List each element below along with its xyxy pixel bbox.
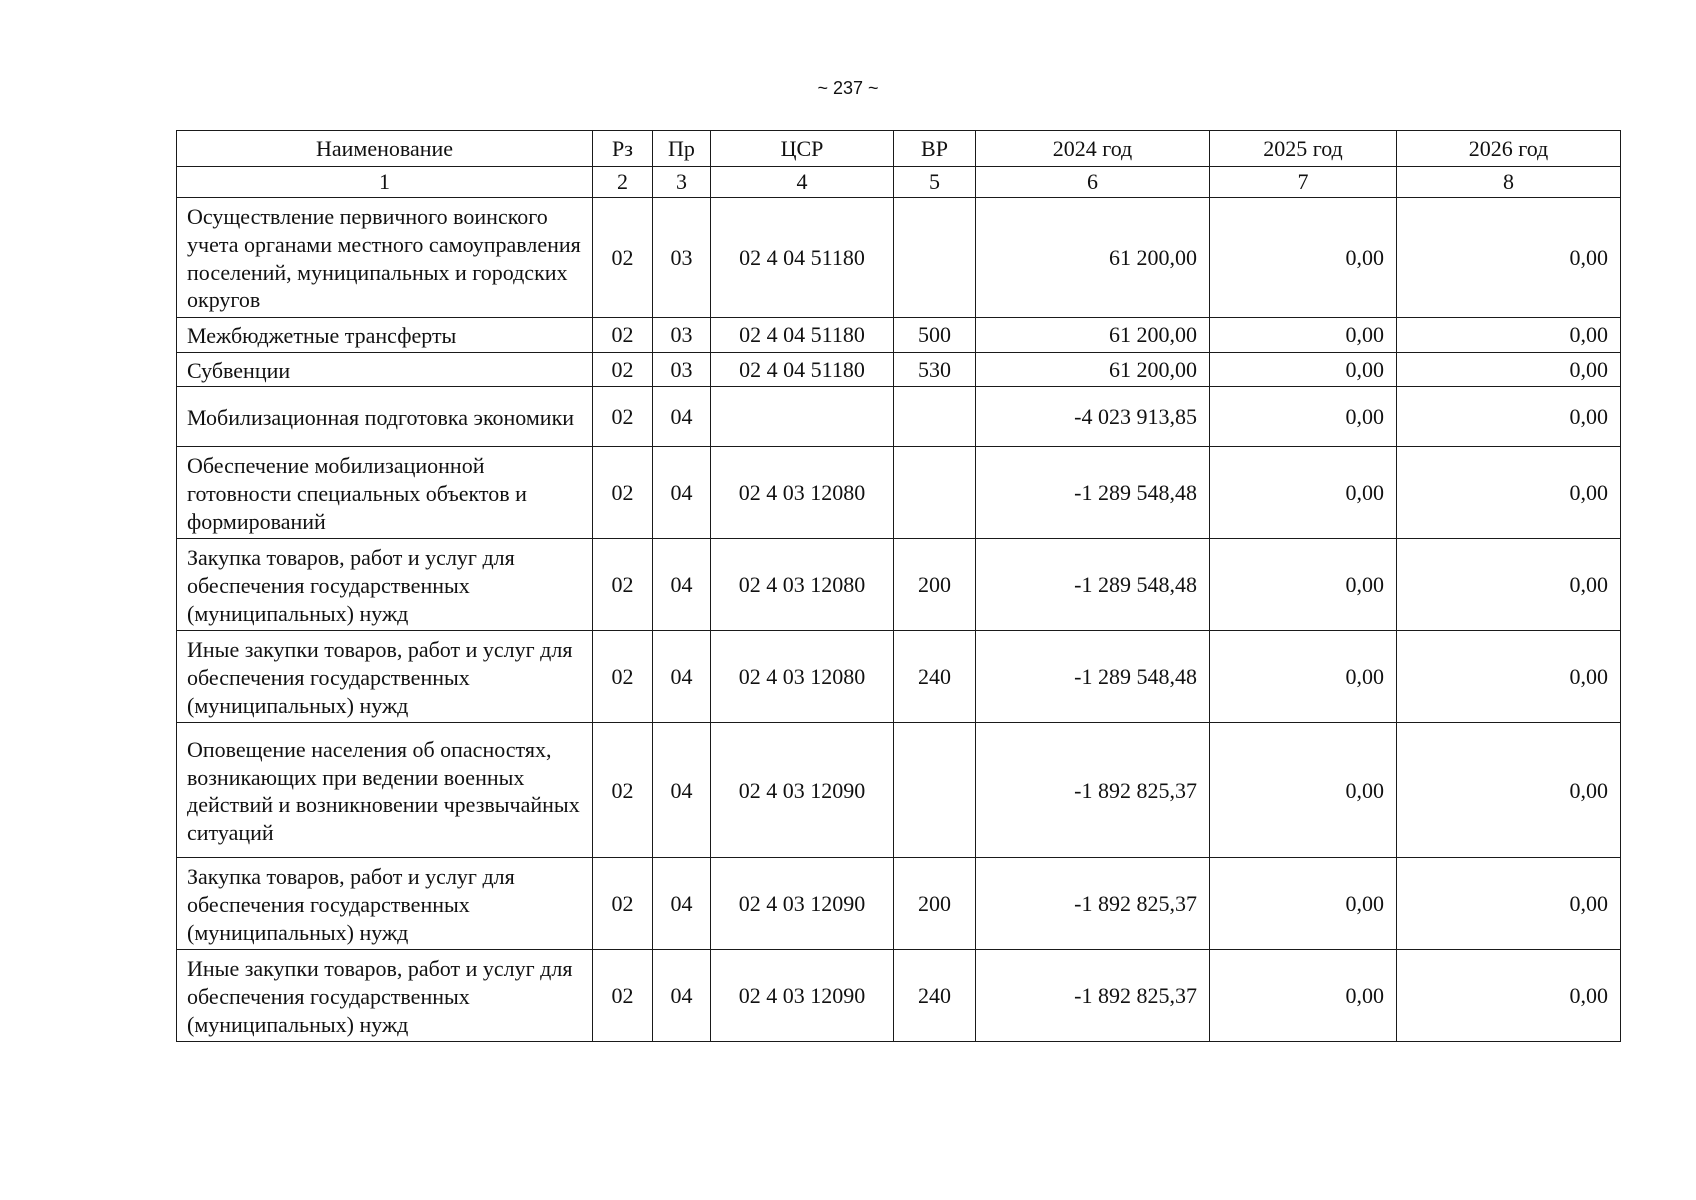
row-csr	[711, 387, 894, 447]
row-name: Субвенции	[177, 352, 593, 387]
row-amount-2025: 0,00	[1210, 723, 1397, 858]
row-amount-2024: -1 892 825,37	[976, 723, 1210, 858]
col-index: 3	[653, 167, 711, 198]
row-name: Обеспечение мобилизационной готовности специальных объектов и формирований	[177, 447, 593, 539]
row-pr: 04	[653, 631, 711, 723]
row-vr: 200	[894, 539, 976, 631]
row-amount-2024: -1 892 825,37	[976, 950, 1210, 1042]
row-name: Закупка товаров, работ и услуг для обеспечения государственных (муниципальных) нужд	[177, 858, 593, 950]
table-row	[177, 318, 1621, 353]
row-vr: 240	[894, 631, 976, 723]
col-header-vr: ВР	[894, 131, 976, 167]
row-vr: 530	[894, 352, 976, 387]
table-row	[177, 387, 1621, 447]
table-row	[177, 198, 1621, 318]
table-row	[177, 352, 1621, 387]
col-index: 7	[1210, 167, 1397, 198]
row-name: Иные закупки товаров, работ и услуг для обеспечения государственных (муниципальных) нужд	[177, 631, 593, 723]
table-row	[177, 858, 1621, 950]
row-amount-2026: 0,00	[1397, 198, 1621, 318]
row-amount-2026: 0,00	[1397, 858, 1621, 950]
row-csr: 02 4 04 51180	[711, 198, 894, 318]
col-header-pr: Пр	[653, 131, 711, 167]
row-rz: 02	[593, 631, 653, 723]
row-vr: 200	[894, 858, 976, 950]
row-csr: 02 4 04 51180	[711, 318, 894, 353]
row-pr: 04	[653, 950, 711, 1042]
row-pr: 04	[653, 723, 711, 858]
row-csr: 02 4 03 12090	[711, 723, 894, 858]
row-vr	[894, 723, 976, 858]
col-index: 2	[593, 167, 653, 198]
col-header-2024: 2024 год	[976, 131, 1210, 167]
row-amount-2026: 0,00	[1397, 387, 1621, 447]
row-pr: 04	[653, 858, 711, 950]
row-csr: 02 4 03 12080	[711, 447, 894, 539]
row-amount-2025: 0,00	[1210, 950, 1397, 1042]
col-header-2025: 2025 год	[1210, 131, 1397, 167]
row-rz: 02	[593, 318, 653, 353]
row-csr: 02 4 03 12090	[711, 858, 894, 950]
col-header-2026: 2026 год	[1397, 131, 1621, 167]
row-amount-2026: 0,00	[1397, 539, 1621, 631]
row-rz: 02	[593, 387, 653, 447]
row-pr: 04	[653, 447, 711, 539]
table-row	[177, 950, 1621, 1042]
row-pr: 03	[653, 352, 711, 387]
row-rz: 02	[593, 723, 653, 858]
col-header-rz: Рз	[593, 131, 653, 167]
budget-table	[176, 130, 1621, 1042]
page-number: ~ 237 ~	[817, 78, 879, 98]
row-rz: 02	[593, 858, 653, 950]
row-pr: 04	[653, 539, 711, 631]
header-row	[177, 131, 1621, 167]
col-header-name: Наименование	[177, 131, 593, 167]
row-amount-2025: 0,00	[1210, 858, 1397, 950]
column-index-row	[177, 167, 1621, 198]
row-amount-2024: -1 289 548,48	[976, 539, 1210, 631]
row-rz: 02	[593, 447, 653, 539]
row-amount-2025: 0,00	[1210, 318, 1397, 353]
table-row	[177, 723, 1621, 858]
row-amount-2026: 0,00	[1397, 950, 1621, 1042]
row-vr: 240	[894, 950, 976, 1042]
row-amount-2026: 0,00	[1397, 447, 1621, 539]
row-pr: 04	[653, 387, 711, 447]
col-index: 5	[894, 167, 976, 198]
row-name: Оповещение населения об опасностях, возникающих при ведении военных действий и возникновении чрезвычайных ситуаций	[177, 723, 593, 858]
row-amount-2026: 0,00	[1397, 318, 1621, 353]
col-index: 1	[177, 167, 593, 198]
table-row	[177, 631, 1621, 723]
row-amount-2025: 0,00	[1210, 539, 1397, 631]
row-csr: 02 4 04 51180	[711, 352, 894, 387]
row-csr: 02 4 03 12080	[711, 539, 894, 631]
row-amount-2026: 0,00	[1397, 352, 1621, 387]
row-rz: 02	[593, 950, 653, 1042]
row-vr: 500	[894, 318, 976, 353]
row-name: Иные закупки товаров, работ и услуг для обеспечения государственных (муниципальных) нужд	[177, 950, 593, 1042]
row-amount-2025: 0,00	[1210, 631, 1397, 723]
row-rz: 02	[593, 539, 653, 631]
col-index: 4	[711, 167, 894, 198]
table-row	[177, 447, 1621, 539]
row-name: Межбюджетные трансферты	[177, 318, 593, 353]
col-header-csr: ЦСР	[711, 131, 894, 167]
table-row	[177, 539, 1621, 631]
row-amount-2024: -4 023 913,85	[976, 387, 1210, 447]
row-amount-2024: 61 200,00	[976, 352, 1210, 387]
row-amount-2024: 61 200,00	[976, 318, 1210, 353]
row-pr: 03	[653, 318, 711, 353]
row-rz: 02	[593, 198, 653, 318]
row-vr	[894, 447, 976, 539]
row-amount-2026: 0,00	[1397, 723, 1621, 858]
row-csr: 02 4 03 12090	[711, 950, 894, 1042]
row-rz: 02	[593, 352, 653, 387]
row-amount-2025: 0,00	[1210, 198, 1397, 318]
row-amount-2025: 0,00	[1210, 352, 1397, 387]
row-amount-2025: 0,00	[1210, 387, 1397, 447]
row-amount-2024: 61 200,00	[976, 198, 1210, 318]
row-vr	[894, 198, 976, 318]
row-amount-2025: 0,00	[1210, 447, 1397, 539]
row-pr: 03	[653, 198, 711, 318]
row-name: Мобилизационная подготовка экономики	[177, 387, 593, 447]
col-index: 6	[976, 167, 1210, 198]
row-csr: 02 4 03 12080	[711, 631, 894, 723]
row-name: Закупка товаров, работ и услуг для обеспечения государственных (муниципальных) нужд	[177, 539, 593, 631]
row-name: Осуществление первичного воинского учета органами местного самоуправления поселений, муниципальных и городских округов	[177, 198, 593, 318]
col-index: 8	[1397, 167, 1621, 198]
row-vr	[894, 387, 976, 447]
row-amount-2024: -1 892 825,37	[976, 858, 1210, 950]
row-amount-2024: -1 289 548,48	[976, 447, 1210, 539]
row-amount-2026: 0,00	[1397, 631, 1621, 723]
row-amount-2024: -1 289 548,48	[976, 631, 1210, 723]
